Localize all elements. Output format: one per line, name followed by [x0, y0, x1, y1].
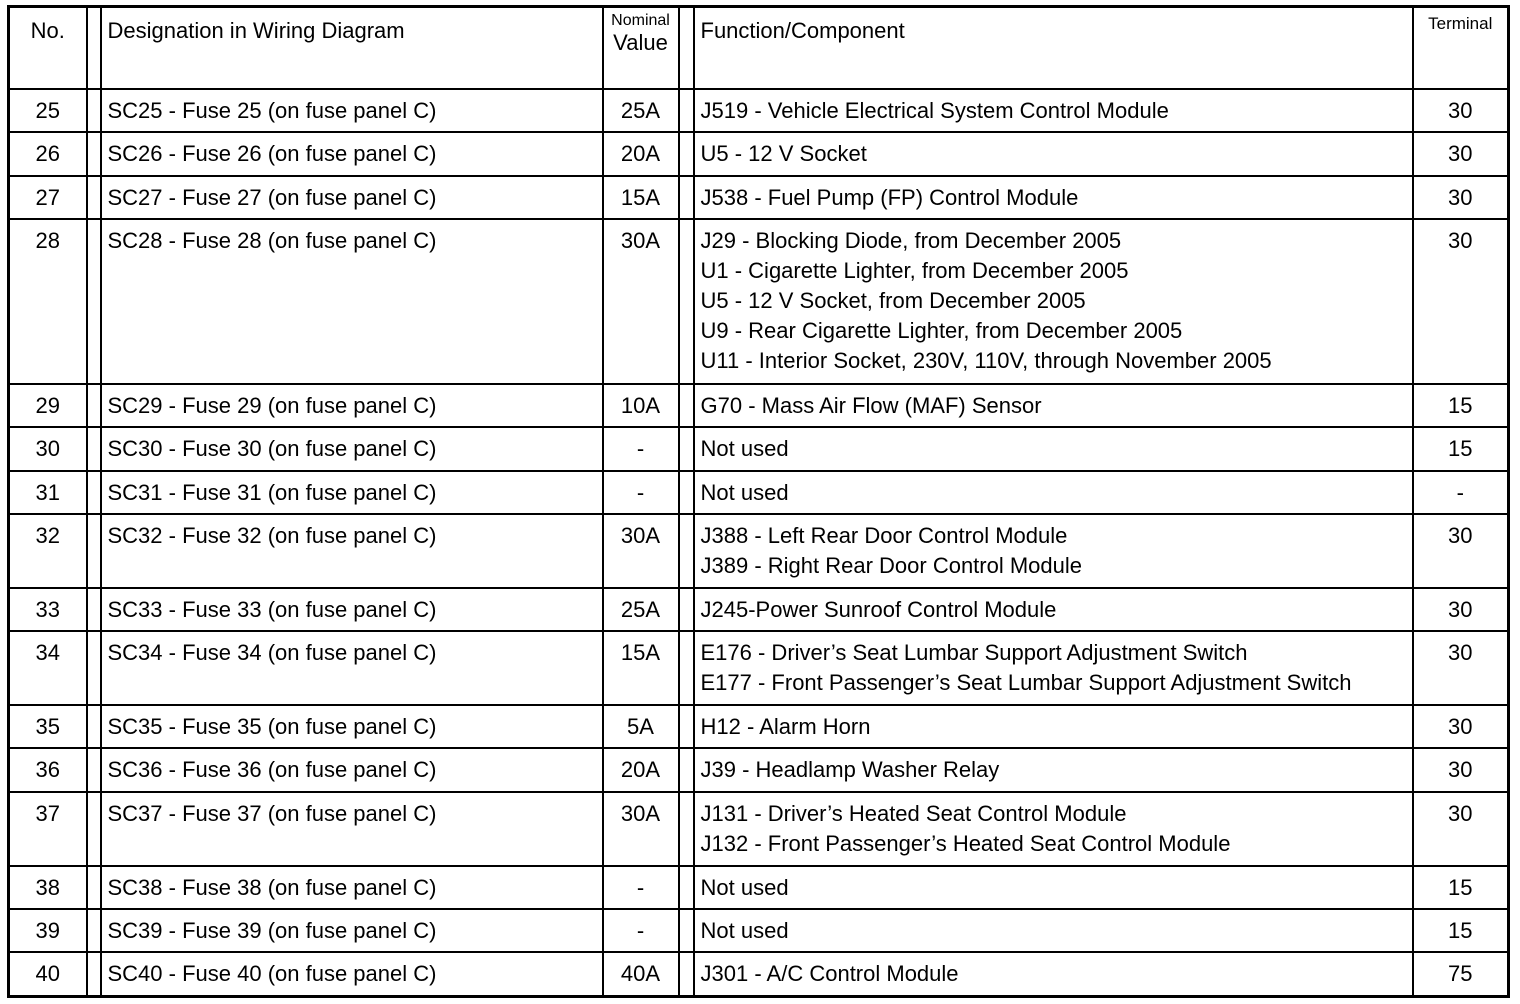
- nominal-value: 25A: [603, 89, 679, 132]
- terminal: 15: [1413, 909, 1509, 952]
- row-spacer: [87, 909, 101, 952]
- function-component: [694, 792, 1413, 866]
- row-spacer: [679, 588, 694, 631]
- fuse-number: 27: [9, 176, 87, 219]
- terminal: 30: [1413, 705, 1509, 748]
- fuse-number: 26: [9, 132, 87, 175]
- header-designation: Designation in Wiring Diagram: [101, 7, 603, 90]
- terminal: 30: [1413, 89, 1509, 132]
- fuse-number: 28: [9, 219, 87, 384]
- row-spacer: [87, 748, 101, 791]
- fuse-designation: SC38 - Fuse 38 (on fuse panel C): [101, 866, 603, 909]
- function-line: J131 - Driver’s Heated Seat Control Module: [700, 800, 1127, 826]
- row-spacer: [87, 132, 101, 175]
- function-component: [694, 952, 1413, 996]
- function-component: [694, 219, 1413, 384]
- table-row: [9, 588, 1509, 631]
- fuse-designation: SC25 - Fuse 25 (on fuse panel C): [101, 89, 603, 132]
- row-spacer: [87, 219, 101, 384]
- fuse-number: 35: [9, 705, 87, 748]
- function-component: [694, 748, 1413, 791]
- table-row: [9, 792, 1509, 866]
- nominal-value: 15A: [603, 631, 679, 705]
- fuse-number: 33: [9, 588, 87, 631]
- row-spacer: [679, 514, 694, 588]
- fuse-number: 39: [9, 909, 87, 952]
- nominal-value: 30A: [603, 792, 679, 866]
- function-line: U5 - 12 V Socket: [700, 141, 867, 167]
- terminal: 30: [1413, 219, 1509, 384]
- function-component: [694, 514, 1413, 588]
- table-row: [9, 952, 1509, 996]
- header-spacer: [679, 7, 694, 90]
- nominal-value: -: [603, 427, 679, 470]
- terminal: 30: [1413, 748, 1509, 791]
- row-spacer: [679, 909, 694, 952]
- nominal-value: 30A: [603, 219, 679, 384]
- fuse-number: 29: [9, 384, 87, 427]
- header-terminal: [1413, 7, 1509, 90]
- row-spacer: [87, 866, 101, 909]
- function-component: [694, 89, 1413, 132]
- header-function: Function/Component: [694, 7, 1413, 90]
- table-row: [9, 176, 1509, 219]
- fuse-designation: SC39 - Fuse 39 (on fuse panel C): [101, 909, 603, 952]
- nominal-value: 15A: [603, 176, 679, 219]
- table-row: [9, 909, 1509, 952]
- function-line: Not used: [700, 918, 789, 943]
- function-line: J519 - Vehicle Electrical System Control Module: [700, 98, 1169, 123]
- function-line: J389 - Right Rear Door Control Module: [700, 553, 1083, 579]
- row-spacer: [679, 705, 694, 748]
- function-component: [694, 471, 1413, 514]
- function-line: Not used: [700, 874, 789, 900]
- function-component: [694, 427, 1413, 470]
- function-component: [694, 132, 1413, 175]
- terminal: 15: [1413, 427, 1509, 470]
- header-terminal-label: Terminal: [1428, 14, 1493, 33]
- fuse-designation: SC33 - Fuse 33 (on fuse panel C): [101, 588, 603, 631]
- row-spacer: [679, 89, 694, 132]
- function-line: J388 - Left Rear Door Control Module: [700, 523, 1068, 549]
- function-component: [694, 866, 1413, 909]
- nominal-value: 25A: [603, 588, 679, 631]
- function-component: [694, 176, 1413, 219]
- row-spacer: [87, 427, 101, 470]
- function-line: U1 - Cigarette Lighter, from December 2005: [700, 258, 1129, 284]
- nominal-value: -: [603, 471, 679, 514]
- nominal-value: 5A: [603, 705, 679, 748]
- fuse-number: 25: [9, 89, 87, 132]
- fuse-number: 34: [9, 631, 87, 705]
- function-line: J39 - Headlamp Washer Relay: [700, 757, 1000, 783]
- function-line: U9 - Rear Cigarette Lighter, from December 2005: [700, 318, 1183, 344]
- terminal: 30: [1413, 176, 1509, 219]
- row-spacer: [87, 514, 101, 588]
- fuse-designation: SC35 - Fuse 35 (on fuse panel C): [101, 705, 603, 748]
- row-spacer: [87, 705, 101, 748]
- function-line: E176 - Driver’s Seat Lumbar Support Adjustment Switch: [700, 640, 1248, 666]
- fuse-number: 30: [9, 427, 87, 470]
- fuse-number: 31: [9, 471, 87, 514]
- function-line: G70 - Mass Air Flow (MAF) Sensor: [700, 392, 1042, 418]
- fuse-table: [7, 5, 1510, 998]
- row-spacer: [679, 219, 694, 384]
- terminal: -: [1413, 471, 1509, 514]
- nominal-value: -: [603, 909, 679, 952]
- table-row: [9, 748, 1509, 791]
- header-row: [9, 7, 1509, 90]
- row-spacer: [87, 471, 101, 514]
- table-row: [9, 132, 1509, 175]
- function-line: U5 - 12 V Socket, from December 2005: [700, 288, 1086, 314]
- function-line: E177 - Front Passenger’s Seat Lumbar Support Adjustment Switch: [700, 670, 1352, 696]
- header-spacer: [87, 7, 101, 90]
- function-component: [694, 909, 1413, 952]
- row-spacer: [679, 384, 694, 427]
- nominal-value: 20A: [603, 132, 679, 175]
- table-row: [9, 514, 1509, 588]
- row-spacer: [679, 132, 694, 175]
- fuse-number: 32: [9, 514, 87, 588]
- table-row: [9, 631, 1509, 705]
- header-nominal-bottom: Value: [613, 30, 668, 55]
- terminal: 30: [1413, 514, 1509, 588]
- row-spacer: [87, 952, 101, 996]
- nominal-value: 10A: [603, 384, 679, 427]
- fuse-designation: SC26 - Fuse 26 (on fuse panel C): [101, 132, 603, 175]
- terminal: 30: [1413, 132, 1509, 175]
- function-component: [694, 588, 1413, 631]
- nominal-value: 40A: [603, 952, 679, 996]
- row-spacer: [679, 792, 694, 866]
- terminal: 30: [1413, 588, 1509, 631]
- table-row: [9, 89, 1509, 132]
- terminal: 15: [1413, 384, 1509, 427]
- function-component: [694, 631, 1413, 705]
- row-spacer: [679, 631, 694, 705]
- table-row: [9, 427, 1509, 470]
- header-no: No.: [9, 7, 87, 90]
- fuse-designation: SC27 - Fuse 27 (on fuse panel C): [101, 176, 603, 219]
- row-spacer: [87, 792, 101, 866]
- terminal: 75: [1413, 952, 1509, 996]
- terminal: 30: [1413, 631, 1509, 705]
- fuse-number: 38: [9, 866, 87, 909]
- fuse-designation: SC31 - Fuse 31 (on fuse panel C): [101, 471, 603, 514]
- fuse-designation: SC40 - Fuse 40 (on fuse panel C): [101, 952, 603, 996]
- function-component: [694, 384, 1413, 427]
- fuse-designation: SC36 - Fuse 36 (on fuse panel C): [101, 748, 603, 791]
- fuse-designation: SC29 - Fuse 29 (on fuse panel C): [101, 384, 603, 427]
- function-component: [694, 705, 1413, 748]
- nominal-value: 20A: [603, 748, 679, 791]
- row-spacer: [87, 176, 101, 219]
- fuse-designation: SC32 - Fuse 32 (on fuse panel C): [101, 514, 603, 588]
- row-spacer: [87, 631, 101, 705]
- fuse-number: 40: [9, 952, 87, 996]
- function-line: J29 - Blocking Diode, from December 2005: [700, 228, 1122, 254]
- function-line: H12 - Alarm Horn: [700, 714, 871, 740]
- row-spacer: [87, 588, 101, 631]
- terminal: 30: [1413, 792, 1509, 866]
- fuse-number: 37: [9, 792, 87, 866]
- row-spacer: [679, 176, 694, 219]
- table-row: [9, 866, 1509, 909]
- function-line: J245-Power Sunroof Control Module: [700, 596, 1057, 622]
- function-line: Not used: [700, 436, 789, 462]
- table-body: [9, 89, 1509, 997]
- function-line: J538 - Fuel Pump (FP) Control Module: [700, 184, 1079, 210]
- fuse-designation: SC28 - Fuse 28 (on fuse panel C): [101, 219, 603, 384]
- function-line: Not used: [700, 479, 789, 505]
- function-line: J132 - Front Passenger’s Heated Seat Control Module: [700, 830, 1231, 856]
- fuse-designation: SC30 - Fuse 30 (on fuse panel C): [101, 427, 603, 470]
- nominal-value: -: [603, 866, 679, 909]
- row-spacer: [679, 748, 694, 791]
- row-spacer: [679, 866, 694, 909]
- fuse-designation: SC34 - Fuse 34 (on fuse panel C): [101, 631, 603, 705]
- row-spacer: [87, 384, 101, 427]
- row-spacer: [679, 427, 694, 470]
- table-row: [9, 471, 1509, 514]
- table-row: [9, 384, 1509, 427]
- row-spacer: [87, 89, 101, 132]
- function-line: U11 - Interior Socket, 230V, 110V, through November 2005: [700, 348, 1272, 374]
- nominal-value: 30A: [603, 514, 679, 588]
- header-nominal-value: [603, 7, 679, 90]
- table-row: [9, 219, 1509, 384]
- table-row: [9, 705, 1509, 748]
- row-spacer: [679, 952, 694, 996]
- header-nominal-top: Nominal: [611, 12, 670, 29]
- terminal: 15: [1413, 866, 1509, 909]
- row-spacer: [679, 471, 694, 514]
- function-line: J301 - A/C Control Module: [700, 961, 959, 987]
- fuse-number: 36: [9, 748, 87, 791]
- fuse-designation: SC37 - Fuse 37 (on fuse panel C): [101, 792, 603, 866]
